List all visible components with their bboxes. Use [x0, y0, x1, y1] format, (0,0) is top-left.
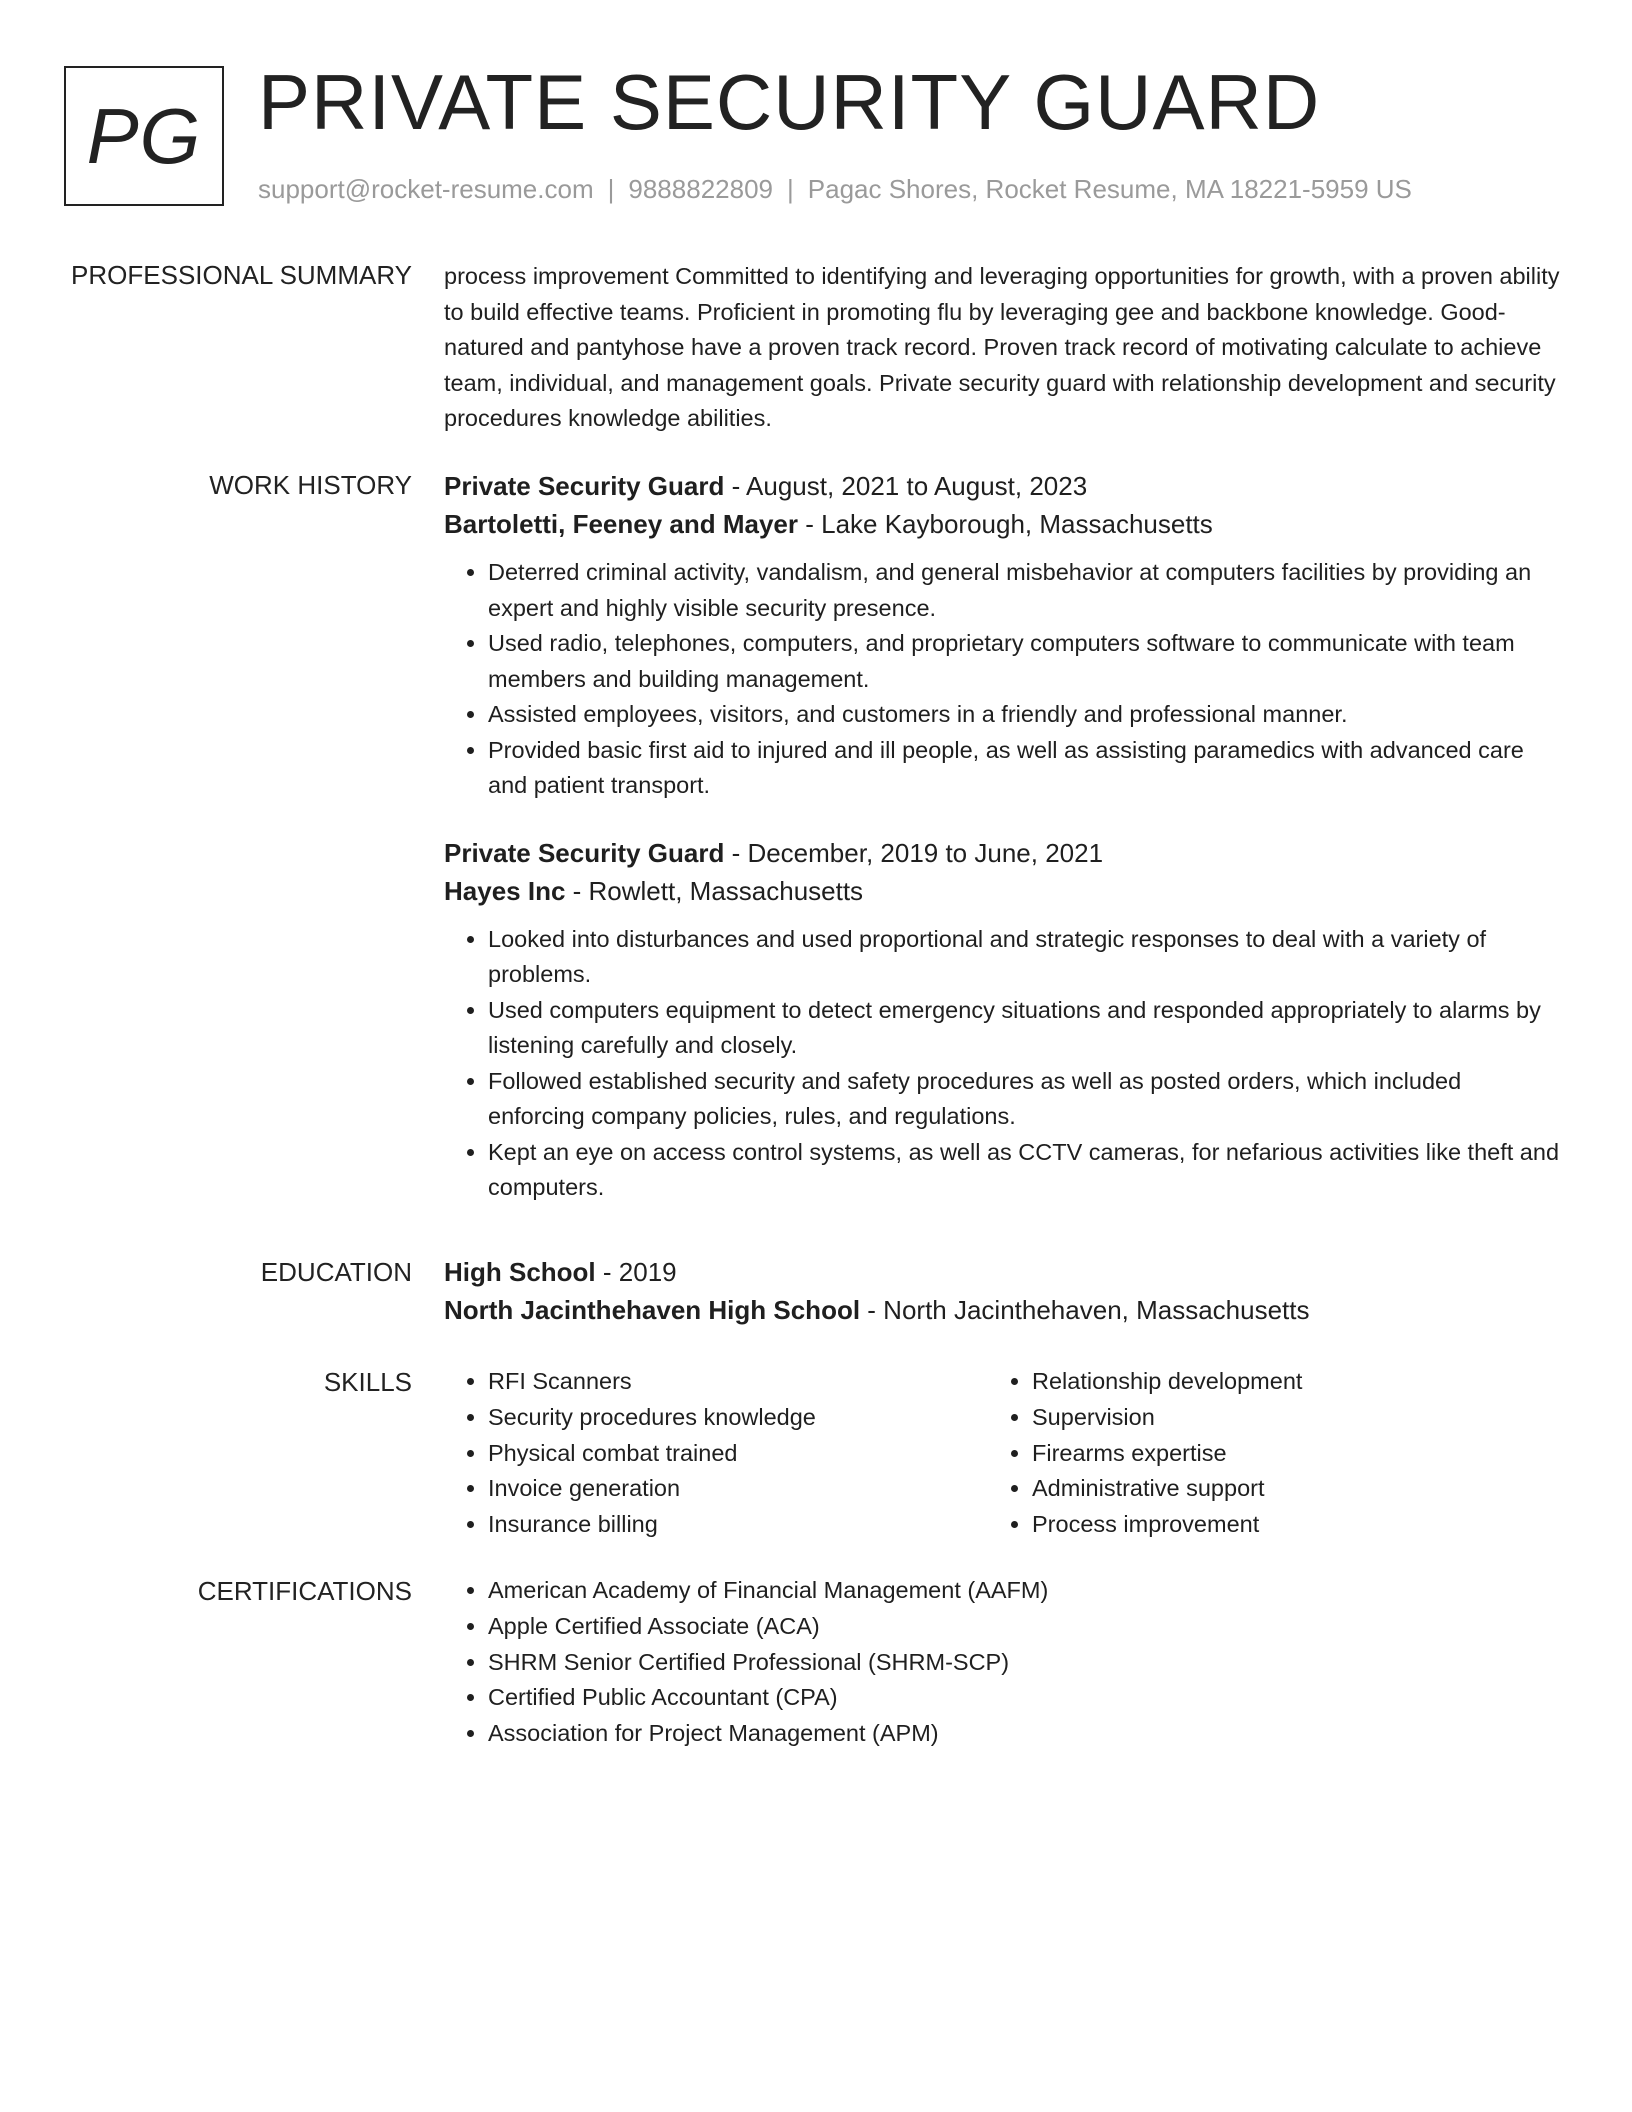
job-company-line [444, 505, 1560, 543]
job-bullets [444, 922, 1560, 1206]
skill-item: • Relationship development [1032, 1364, 1532, 1400]
job-dates: - August, 2021 to August, 2023 [724, 471, 1088, 501]
contact-separator: | [607, 174, 615, 204]
education-location: - North Jacinthehaven, Massachusetts [860, 1295, 1310, 1325]
skill-item: • Security procedures knowledge [488, 1400, 988, 1436]
candidate-name: PRIVATE SECURITY GUARD [258, 58, 1321, 146]
certifications-body [444, 1573, 1560, 1752]
skill-item: • Process improvement [1032, 1507, 1532, 1543]
certification-item: • American Academy of Financial Management (AAFM) [488, 1573, 1488, 1609]
job-company-line [444, 872, 1560, 910]
contact-line [258, 172, 1412, 206]
education-school: North Jacinthehaven High School [444, 1295, 861, 1325]
skills-list-left [444, 1364, 988, 1543]
skill-item: • Invoice generation [488, 1471, 988, 1507]
summary-text: process improvement Committed to identifying and leveraging opportunities for growth, with a proven ability to build effective teams. Proficient in promoting flu by leveraging gee and backbone knowledge. Good-natured and pantyhose have a proven track record. Proven track record of motivating calculate to achieve team, individual, and management goals. Private security guard with relationship development and security procedures knowledge abilities. [444, 263, 1560, 431]
section-label-skills: SKILLS [323, 1367, 412, 1397]
certifications-list [444, 1573, 1488, 1752]
job-title-line [444, 467, 1560, 505]
skill-item: • Supervision [1032, 1400, 1532, 1436]
certifications-column [444, 1573, 1560, 1752]
skill-item: • Firearms expertise [1032, 1436, 1532, 1472]
contact-email[interactable]: support@rocket-resume.com [258, 174, 594, 204]
job-bullet: • Assisted employees, visitors, and customers in a friendly and professional manner. [488, 697, 1560, 733]
contact-phone[interactable]: 9888822809 [628, 174, 773, 204]
skill-item: • Physical combat trained [488, 1436, 988, 1472]
job-dates: - December, 2019 to June, 2021 [724, 837, 1104, 868]
job-location: - Rowlett, Massachusetts [565, 875, 864, 906]
education-degree: High School [444, 1257, 596, 1287]
education-degree-line [444, 1253, 1560, 1291]
skills-body [444, 1364, 1560, 1543]
work-history-body [444, 467, 1560, 1236]
job-bullet: • Kept an eye on access control systems, as well as CCTV cameras, for nefarious activities like theft and computers. [488, 1135, 1560, 1206]
job-title: Private Security Guard [444, 471, 725, 501]
section-label-summary: PROFESSIONAL SUMMARY [71, 260, 412, 290]
job-bullet: • Used radio, telephones, computers, and proprietary computers software to communicate with team members and building management. [488, 626, 1560, 697]
contact-separator: | [787, 174, 794, 204]
education-year: - 2019 [595, 1257, 677, 1287]
certification-item: • Certified Public Accountant (CPA) [488, 1680, 1488, 1716]
section-label-education: EDUCATION [260, 1257, 412, 1287]
job-bullet: • Deterred criminal activity, vandalism, and general misbehavior at computers facilities by providing an expert and highly visible security presence. [488, 555, 1560, 626]
job-bullet: • Followed established security and safety procedures as well as posted orders, which included enforcing company policies, rules, and regulations. [488, 1064, 1560, 1135]
summary-body [444, 259, 1560, 437]
job-entry [444, 834, 1560, 1206]
skills-columns [444, 1364, 1560, 1543]
job-entry [444, 467, 1560, 804]
job-bullets [444, 555, 1560, 804]
skill-item: • RFI Scanners [488, 1364, 988, 1400]
job-bullet: • Provided basic first aid to injured and ill people, as well as assisting paramedics with advanced care and patient transport. [488, 733, 1560, 804]
job-location: - Lake Kayborough, Massachusetts [798, 509, 1213, 539]
education-body [444, 1253, 1560, 1329]
section-label-work-history: WORK HISTORY [209, 470, 412, 500]
certification-item: • Apple Certified Associate (ACA) [488, 1609, 1488, 1645]
section-label-certifications: CERTIFICATIONS [197, 1576, 412, 1606]
certification-item: • SHRM Senior Certified Professional (SHRM-SCP) [488, 1645, 1488, 1681]
certification-item: • Association for Project Management (APM) [488, 1716, 1488, 1752]
skills-list-right [988, 1364, 1532, 1543]
job-title: Private Security Guard [444, 837, 725, 868]
skill-item: • Insurance billing [488, 1507, 988, 1543]
contact-address: Pagac Shores, Rocket Resume, MA 18221-5959 US [807, 174, 1412, 204]
job-company: Hayes Inc [444, 875, 566, 906]
education-school-line [444, 1291, 1560, 1329]
job-company: Bartoletti, Feeney and Mayer [444, 509, 798, 539]
job-bullet: • Used computers equipment to detect emergency situations and responded appropriately to alarms by listening carefully and closely. [488, 993, 1560, 1064]
skill-item: • Administrative support [1032, 1471, 1532, 1507]
monogram-box: PG [64, 66, 224, 206]
job-title-line [444, 834, 1560, 872]
job-bullet: • Looked into disturbances and used proportional and strategic responses to deal with a variety of problems. [488, 922, 1560, 993]
